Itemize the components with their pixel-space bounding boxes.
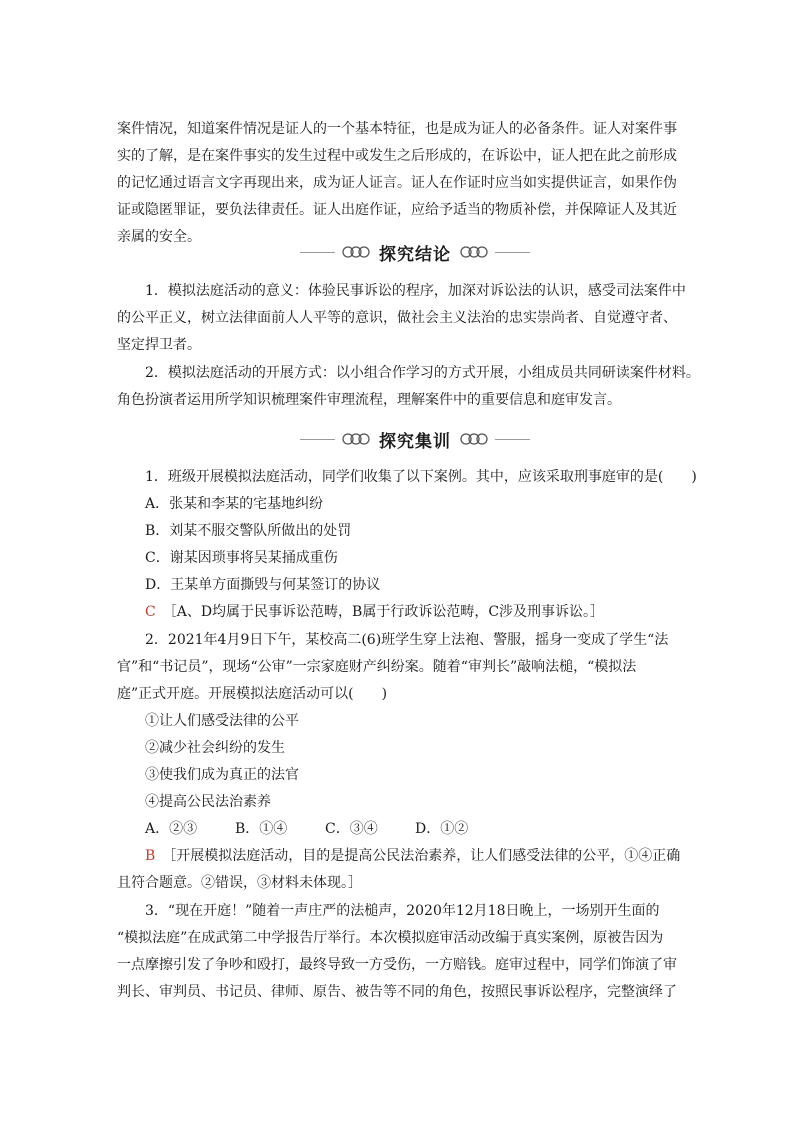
choice-d: D．①② [415, 821, 469, 837]
heading-rule-left [300, 439, 335, 440]
intro-line: 证或隐匿罪证，要负法律责任。证人出庭作证，应给予适当的物质补偿，并保障证人及其近 [117, 202, 677, 218]
answer-letter: B [145, 848, 156, 864]
conclusion-1 [117, 278, 686, 359]
double-ring-ornament-icon [339, 245, 373, 259]
heading-rule-right [495, 439, 530, 440]
statement-item: ③使我们成为真正的法官 [145, 767, 299, 783]
statement-item: ①让人们感受法律的公平 [145, 713, 299, 729]
conclusion-line: 2．模拟法庭活动的开展方式：以小组合作学习的方式开展，小组成员共同研读案件材料。 [145, 365, 700, 381]
section-title: 探究结论 [379, 244, 451, 265]
double-ring-ornament-icon [457, 432, 491, 446]
question-stem-line: 官”和“书记员”，现场“公审”一宗家庭财产纠纷案。随着“审判长”敲响法槌，“模拟法 [117, 659, 637, 675]
explanation-text: ［开展模拟法庭活动，目的是提高公民法治素养，让人们感受法律的公平，①④正确 [169, 848, 681, 864]
answer-letter: C [145, 604, 156, 620]
section-heading-practice [300, 424, 530, 454]
option-d: D．王某单方面撕毁与何某签订的协议 [145, 577, 381, 593]
heading-rule-right [495, 252, 530, 253]
question-2 [117, 627, 683, 897]
question-stem-line: 判长、审判员、书记员、律师、原告、被告等不同的角色，按照民事诉讼程序，完整演绎了 [117, 984, 677, 1000]
answer-explanation-line [117, 843, 683, 870]
conclusion-line: 坚定捍卫者。 [117, 337, 201, 353]
choice-row [117, 816, 683, 843]
intro-line: 亲属的安全。 [117, 229, 201, 245]
section-title: 探究集训 [379, 431, 451, 452]
question-stem-line: 2．2021年4月9日下午，某校高二(6)班学生穿上法袍、警服，摇身一变成了学生“法 [145, 632, 669, 648]
explanation-text: ［A、D均属于民事诉讼范畴，B属于行政诉讼范畴，C涉及刑事诉讼。］ [169, 604, 605, 620]
intro-line: 案件情况，知道案件情况是证人的一个基本特征，也是成为证人的必备条件。证人对案件事 [117, 121, 677, 137]
question-stem-line: 3．“现在开庭！”随着一声庄严的法槌声，2020年12月18日晚上，一场别开生面的 [145, 903, 660, 919]
double-ring-ornament-icon [339, 432, 373, 446]
double-ring-ornament-icon [457, 245, 491, 259]
question-1 [117, 464, 697, 626]
question-stem: 1．班级开展模拟法庭活动，同学们收集了以下案例。其中，应该采取刑事庭审的是( ) [145, 469, 697, 485]
question-stem-line: 庭”正式开庭。开展模拟法庭活动可以( ) [117, 686, 388, 702]
intro-paragraph [117, 116, 683, 251]
answer-explanation [117, 599, 683, 626]
question-3 [117, 898, 683, 1006]
intro-line: 的记忆通过语言文字再现出来，成为证人证言。证人在作证时应当如实提供证言，如果作伪 [117, 175, 677, 191]
statement-item: ②减少社会纠纷的发生 [145, 740, 285, 756]
option-a: A．张某和李某的宅基地纠纷 [145, 496, 324, 512]
conclusion-line: 角色扮演者运用所学知识梳理案件审理流程，理解案件中的重要信息和庭审发言。 [117, 392, 621, 408]
question-stem-line: “模拟法庭”在成武第二中学报告厅举行。本次模拟庭审活动改编于真实案例，原被告因为 [117, 930, 664, 946]
answer-explanation-line: 且符合题意。②错误，③材料未体现。］ [117, 875, 362, 891]
choice-a: A．②③ [145, 821, 198, 837]
conclusion-line: 1．模拟法庭活动的意义：体验民事诉讼的程序，加深对诉讼法的认识，感受司法案件中 [145, 283, 686, 299]
question-stem-line: 一点摩擦引发了争吵和殴打，最终导致一方受伤，一方赔钱。庭审过程中，同学们饰演了审 [117, 957, 677, 973]
option-b: B．刘某不服交警队所做出的处罚 [145, 523, 352, 539]
statement-item: ④提高公民法治素养 [145, 794, 271, 810]
heading-rule-left [300, 252, 335, 253]
choice-b: B．①④ [235, 821, 288, 837]
choice-c: C．③④ [325, 821, 378, 837]
section-heading-conclusion [300, 237, 530, 267]
intro-line: 实的了解，是在案件事实的发生过程中或发生之后形成的，在诉讼中，证人把在此之前形成 [117, 148, 677, 164]
option-c: C．谢某因琐事将吴某捅成重伤 [145, 550, 338, 566]
conclusion-line: 的公平正义，树立法律面前人人平等的意识，做社会主义法治的忠实崇尚者、自觉遵守者、 [117, 310, 677, 326]
conclusion-2 [117, 360, 700, 414]
